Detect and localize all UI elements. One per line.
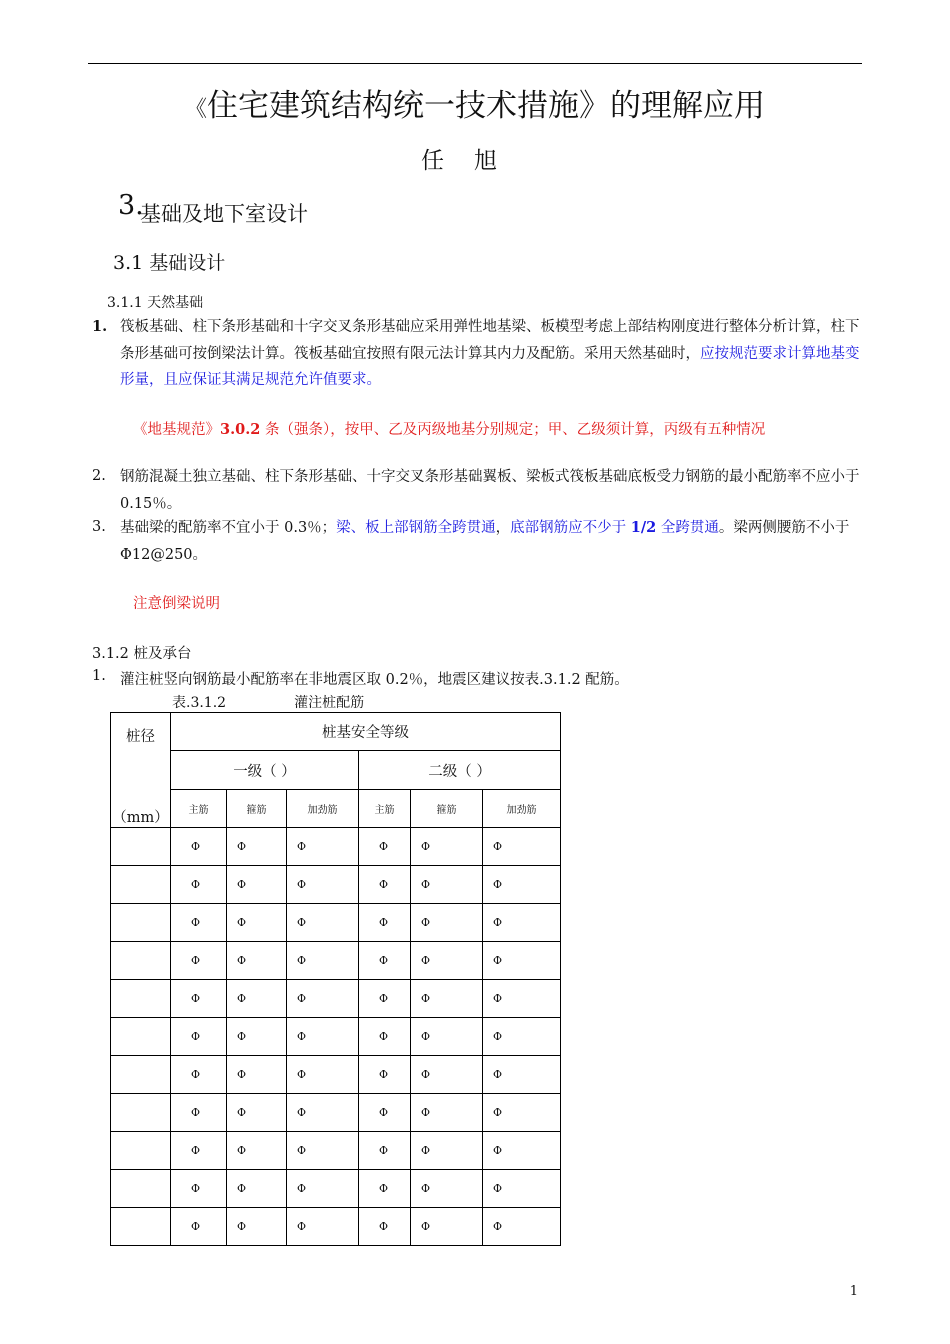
table-row: Φ Φ Φ Φ Φ Φ [111,1170,561,1208]
note-foundation-code: 《地基规范》3.0.2 条（强条），按甲、乙及丙级地基分别规定；甲、乙级须计算，丙级有五种情况 [133,421,766,438]
item-2-number: 2. [92,468,106,484]
table-row: Φ Φ Φ Φ Φ Φ [111,942,561,980]
safety-grade-header: 桩基安全等级 [171,713,561,751]
grade-1-header: 一级（ ） [171,751,359,790]
item-3-text: 基础梁的配筋率不宜小于 0.3％；梁、板上部钢筋全跨贯通，底部钢筋应不少于 1/2 全跨贯通。梁两侧腰筋不小于Φ12@250。 [120,519,850,563]
note-inverted-beam: 注意倒梁说明 [133,596,220,612]
pile-diameter-header: 桩径 （mm） [111,713,171,828]
section-3-1-1-title: 3.1.1 天然基础 [107,295,204,311]
table-row: Φ Φ Φ Φ Φ Φ [111,980,561,1018]
section-3-title: 基础及地下室设计 [140,202,308,226]
item-4-text: 灌注桩竖向钢筋最小配筋率在非地震区取 0.2％，地震区建议按表.3.1.2 配筋。 [120,672,629,688]
item-4-number: 1. [92,668,106,684]
table-row: Φ Φ Φ Φ Φ Φ [111,1094,561,1132]
table-row: Φ Φ Φ Φ Φ Φ [111,1208,561,1246]
grade-2-header: 二级（ ） [359,751,561,790]
sub-header: 箍筋 [411,790,483,828]
section-3-number: 3. [118,190,144,221]
item-3-number: 3. [92,519,106,535]
sub-header: 主筋 [171,790,227,828]
table-row: Φ Φ Φ Φ Φ Φ [111,1132,561,1170]
sub-header: 加劲筋 [287,790,359,828]
item-2-text: 钢筋混凝土独立基础、柱下条形基础、十字交叉条形基础翼板、梁板式筏板基础底板受力钢筋的最小配筋率不应小于 0.15％。 [120,469,860,512]
item-1-number: 1. [92,318,108,335]
sub-header: 箍筋 [227,790,287,828]
item-1-text: 筏板基础、柱下条形基础和十字交叉条形基础应采用弹性地基梁、板模型考虑上部结构刚度进行整体分析计算，柱下条形基础可按倒梁法计算。筏板基础宜按照有限元法计算其内力及配筋。采用天然基础时，应按规范要求计算地基变形量，且应保证其满足规范允许值要求。 [120,319,860,388]
page-title: 《住宅建筑结构统一技术措施》的理解应用 [184,88,765,124]
table-caption: 表.3.1.2 灌注桩配筋 [172,695,365,711]
table-row: Φ Φ Φ Φ Φ Φ [111,1056,561,1094]
section-3-1-2-title: 3.1.2 桩及承台 [92,646,192,662]
page-number: 1 [849,1284,858,1299]
table-row: Φ Φ Φ Φ Φ Φ [111,866,561,904]
table-row: Φ Φ Φ Φ Φ Φ [111,1018,561,1056]
table-row: Φ Φ Φ Φ Φ Φ [111,828,561,866]
author: 任 旭 [421,148,499,174]
sub-header: 加劲筋 [483,790,561,828]
header-rule [88,63,862,64]
section-3-1-title: 3.1 基础设计 [113,252,226,274]
table-row: Φ Φ Φ Φ Φ Φ [111,904,561,942]
pile-reinforcement-table [110,712,561,1246]
sub-header: 主筋 [359,790,411,828]
